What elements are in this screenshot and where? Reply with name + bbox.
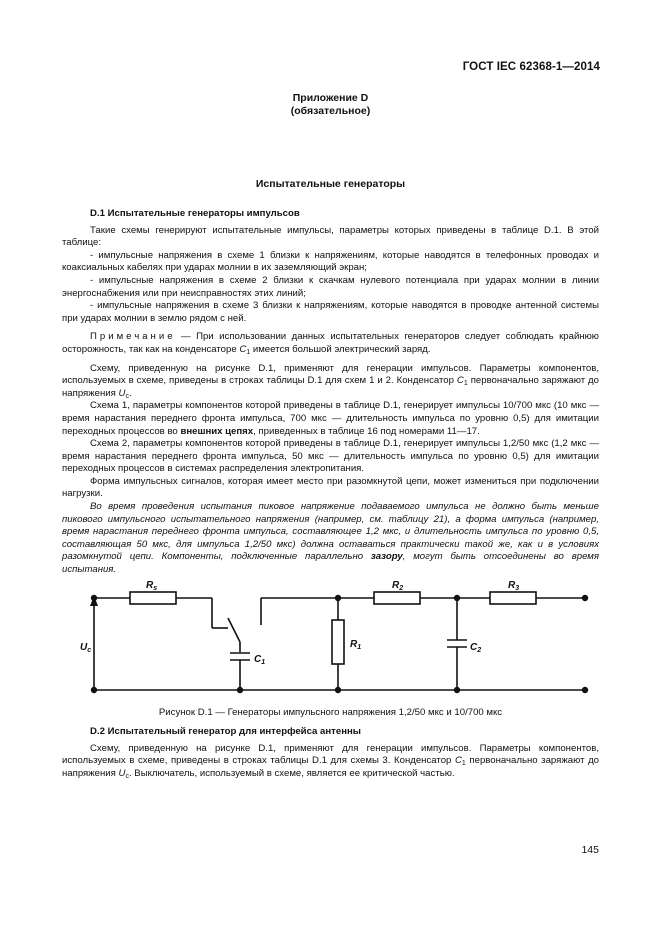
paragraph: Схема 2, параметры компонентов которой приведены в таблице D.1, генерирует импульсы 1,2/50 мкс (1,2 мкс — время нарастания переднего фронта импульса, 50 мкс — длительность импульса по уровню 0,5) для имитации переходных процессов в системах распределения электропитания. xyxy=(62,438,599,475)
node-dot xyxy=(91,595,97,601)
label-c2: $C_2$ xyxy=(470,642,482,654)
paragraph: Форма импульсных сигналов, которая имеет место при разомкнутой цепи, может измениться при подключении нагрузки. xyxy=(62,475,599,500)
label-r1: $R_1$ xyxy=(350,639,362,651)
node-dot xyxy=(454,595,460,601)
node-dot xyxy=(582,687,588,693)
list-item: - импульсные напряжения в схеме 2 близки к скачкам нулевого потенциала при ударах молнии в линии энергоснабжения или при неисправностях этих линий; xyxy=(62,274,599,299)
label-r2: $R_2$ xyxy=(392,580,404,592)
resistor-rs xyxy=(130,592,176,604)
intro-paragraph: Такие схемы генерируют испытательные импульсы, параметры которых приведены в таблице D.1. В этой таблице: xyxy=(62,224,599,249)
page-title: Испытательные генераторы xyxy=(255,178,406,190)
page-number: 145 xyxy=(581,844,599,856)
list-item: - импульсные напряжения в схеме 3 близки к напряжениям, которые наводятся в проводке антенной системы при ударах молнии в землю рядом с ней. xyxy=(62,300,599,324)
node-dot xyxy=(335,595,341,601)
node-dot xyxy=(454,687,460,693)
node-dot xyxy=(582,595,588,601)
node-dot xyxy=(237,687,243,693)
paragraph: Схему, приведенную на рисунке D.1, применяют для генерации импульсов. Параметры компонентов, используемых в схеме, приведены в строках таблицы D.1 для схемы 3. Конденсатор $C_1$ первоначально заряжают до напряжения $U_c$. Выключатель, используемый в схеме, является ее критической частью. xyxy=(62,742,599,780)
standard-header: ГОСТ IEC 62368-1—2014 xyxy=(462,61,600,73)
label-uc: $U_c$ xyxy=(80,642,92,654)
label-rs: $R_s$ xyxy=(146,580,158,592)
label-c1: $C_1$ xyxy=(254,654,266,666)
note-label: Примечание xyxy=(90,331,176,343)
label-r3: $R_3$ xyxy=(508,580,520,592)
italic-paragraph: Во время проведения испытания пиковое напряжение подаваемого импульса не должно быть меньше пикового импульсного испытательного напряжения (например, см. таблицу 21), а форма импульса (например, время нарастания переднего фронта импульса, составляющее 1,2 мкс, и длительность импульса по уровню 0,5, составляющая 50 мкс, для импульса 1,2/50 мкс) должна оставаться практически такой же, как и в условиях разомкнутой цепи. Компоненты, подключенные параллельно зазору, могут быть отсоединены во время испытания. xyxy=(62,501,599,576)
node-dot xyxy=(91,687,97,693)
switch-blade xyxy=(228,618,240,642)
section-d2 xyxy=(62,726,599,780)
resistor-r3 xyxy=(490,592,536,604)
circuit-diagram xyxy=(80,580,600,700)
resistor-r1 xyxy=(332,620,344,664)
figure-caption: Рисунок D.1 — Генераторы импульсного напряжения 1,2/50 мкс и 10/700 мкс xyxy=(158,707,503,718)
paragraph: Схему, приведенную на рисунке D.1, применяют для генерации импульсов. Параметры компонентов, используемых в схеме, приведены в строках таблицы D.1 для схем 1 и 2. Конденсатор $C_1$ первоначально заряжают до напряжения $U_c$. xyxy=(62,362,599,400)
annex-status: (обязательное) xyxy=(290,105,371,117)
paragraph: Схема 1, параметры компонентов которой приведены в таблице D.1, генерирует импульсы 10/700 мкс (10 мкс — время нарастания переднего фронта импульса, 700 мкс — длительность импульса по уровню 0,5) для имитации переходных процессов во внешних цепях, приведенных в таблице 16 под номерами 11—17. xyxy=(62,400,599,437)
list-item: - импульсные напряжения в схеме 1 близки к напряжениям, которые наводятся в телефонных проводах и коаксиальных кабелях при ударах молнии в их заземляющий экран; xyxy=(62,249,599,274)
resistor-r2 xyxy=(374,592,420,604)
annex-title: Приложение D xyxy=(292,92,369,104)
section-d1-heading: D.1 Испытательные генераторы импульсов xyxy=(90,208,300,219)
section-d1 xyxy=(62,208,599,577)
annex-heading xyxy=(0,92,661,118)
note-paragraph: Примечание — При использовании данных испытательных генераторов следует соблюдать крайнюю осторожность, так как на конденсаторе $C_1$ имеется большой электрический заряд. xyxy=(62,331,599,356)
section-d2-heading: D.2 Испытательный генератор для интерфейса антенны xyxy=(90,726,361,737)
node-dot xyxy=(335,687,341,693)
